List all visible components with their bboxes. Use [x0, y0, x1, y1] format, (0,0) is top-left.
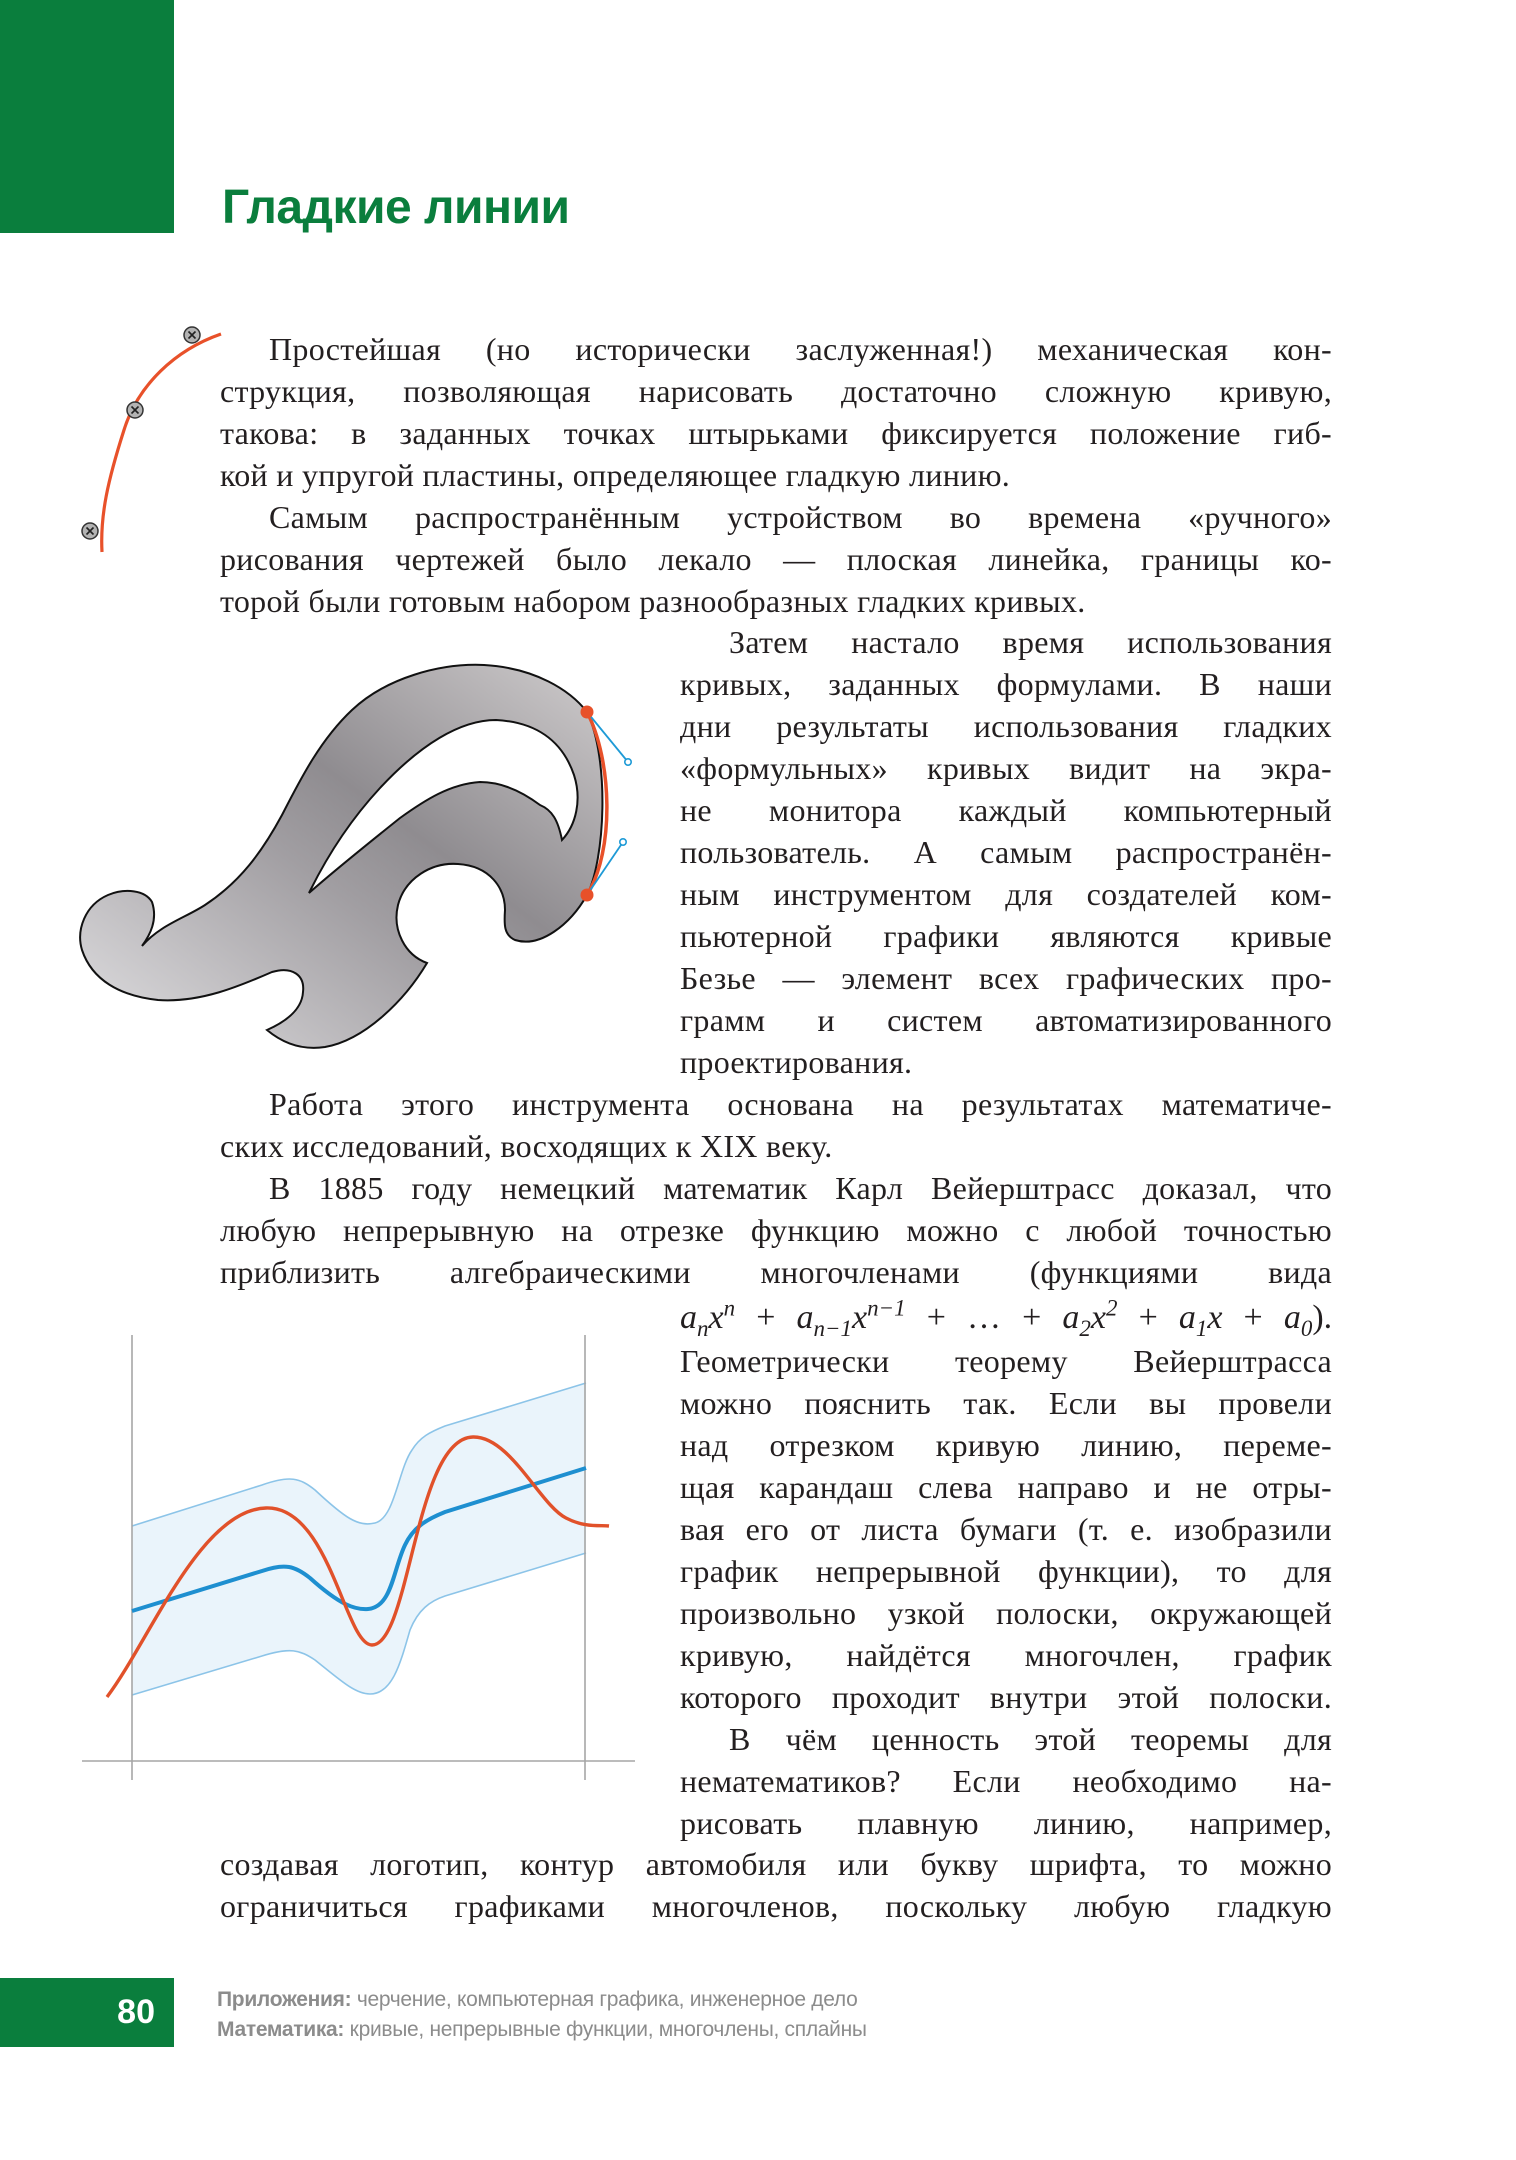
formula-operator: +: [1022, 1299, 1042, 1336]
formula-variable: x: [1207, 1299, 1223, 1336]
formula-coefficient: a: [1178, 1299, 1196, 1336]
formula-coefficient: a: [680, 1299, 697, 1336]
text-line: В 1885 году немецкий математик Карл Вейерштрасс доказал, что: [269, 1170, 1332, 1206]
text-line: пользователь. А самым распространён-: [680, 834, 1332, 870]
text-line: пьютерной графики являются кривые: [680, 918, 1332, 954]
formula-ellipsis: …: [967, 1299, 1001, 1336]
text-line: струкция, позволяющая нарисовать достаточно сложную кривую,: [220, 373, 1332, 409]
page-number: 80: [117, 1993, 155, 2031]
formula-coefficient: a: [1283, 1299, 1301, 1336]
formula-closing: ).: [1312, 1299, 1333, 1336]
formula-subscript: n: [697, 1315, 709, 1341]
text-line: нематематиков? Если необходимо на-: [680, 1763, 1332, 1799]
formula-coefficient: a: [1062, 1299, 1080, 1336]
text-line: такова: в заданных точках штырьками фиксируется положение гиб-: [220, 415, 1332, 451]
text-line: ских исследований, восходящих к XIX веку.: [220, 1128, 833, 1164]
text-line: В чём ценность этой теоремы для: [729, 1721, 1332, 1757]
text-line: произвольно узкой полоски, окружающей: [680, 1595, 1332, 1631]
text-line: кой и упругой пластины, определяющее гладкую линию.: [220, 457, 1011, 493]
handle-point: [620, 839, 626, 845]
pin-icon: [82, 523, 98, 539]
text-line: кривую, найдётся многочлен, график: [680, 1637, 1332, 1673]
polynomial-formula: [680, 1297, 1332, 1339]
spline-pins-figure: [82, 327, 221, 552]
text-line: которого проходит внутри этой полоски.: [680, 1679, 1332, 1715]
text-line: создавая логотип, контур автомобиля или букву шрифта, то можно: [220, 1846, 1332, 1882]
pin-icon: [127, 402, 143, 418]
text-line: рисования чертежей было лекало — плоская линейка, границы ко-: [220, 541, 1332, 577]
formula-operator: +: [1138, 1299, 1158, 1336]
text-line: проектирования.: [680, 1044, 913, 1080]
anchor-point: [581, 706, 594, 719]
formula-operator: +: [926, 1299, 946, 1336]
formula-subscript: 1: [1195, 1315, 1208, 1341]
text-line: Простейшая (но исторически заслуженная!) механическая кон-: [269, 331, 1332, 367]
text-line: Работа этого инструмента основана на результатах математиче-: [269, 1086, 1332, 1122]
formula-variable: x: [852, 1299, 868, 1336]
text-line: ным инструментом для создателей ком-: [680, 876, 1332, 912]
text-line: «формульных» кривых видит на экра-: [680, 750, 1332, 786]
handle-point: [625, 759, 631, 765]
footer-applications-label: Приложения:: [217, 1988, 352, 2011]
text-line: вая его от листа бумаги (т. е. изобразили: [680, 1511, 1332, 1547]
formula-variable: x: [708, 1299, 724, 1336]
text-line: Самым распространённым устройством во времена «ручного»: [269, 499, 1332, 535]
text-line: кривых, заданных формулами. В наши: [680, 666, 1332, 702]
footer-applications-text: черчение, компьютерная графика, инженерное дело: [351, 1988, 858, 2011]
anchor-point: [581, 889, 594, 902]
formula-operator: +: [756, 1299, 776, 1336]
formula-variable: x: [1090, 1299, 1106, 1336]
french-curve: [80, 665, 602, 1048]
text-line: над отрезком кривую линию, переме-: [680, 1427, 1332, 1463]
text-line: Безье — элемент всех графических про-: [680, 960, 1332, 996]
text-line: ограничиться графиками многочленов, поскольку любую гладкую: [220, 1888, 1332, 1924]
formula-exponent: 2: [1105, 1295, 1118, 1321]
formula-subscript: 2: [1079, 1315, 1091, 1341]
footer-mathematics: [217, 2016, 867, 2044]
text-line: Затем настало время использования: [729, 624, 1332, 660]
flexible-spline-curve: [102, 334, 221, 552]
footer-math-text: кривые, непрерывные функции, многочлены, сплайны: [344, 2018, 867, 2041]
text-line: дни результаты использования гладких: [680, 708, 1332, 744]
text-line: любую непрерывную на отрезке функцию можно с любой точностью: [220, 1212, 1332, 1248]
text-line: грамм и систем автоматизированного: [680, 1002, 1332, 1038]
text-line: торой были готовым набором разнообразных гладких кривых.: [220, 583, 1086, 619]
text-line: щая карандаш слева направо и не отры-: [680, 1469, 1332, 1505]
formula-exponent: n: [723, 1295, 736, 1321]
text-line: можно пояснить так. Если вы провели: [680, 1385, 1332, 1421]
formula-subscript: n−1: [813, 1315, 852, 1341]
page-title: Гладкие линии: [222, 181, 570, 234]
footer-math-label: Математика:: [217, 2018, 345, 2041]
french-curve-figure: [80, 665, 631, 1048]
pin-icon: [184, 327, 200, 343]
approximation-figure: [82, 1335, 635, 1780]
text-line: рисовать плавную линию, например,: [680, 1805, 1332, 1841]
text-line: Геометрически теорему Вейерштрасса: [680, 1343, 1332, 1379]
formula-operator: +: [1243, 1299, 1263, 1336]
formula-exponent: n−1: [867, 1295, 906, 1321]
text-line: не монитора каждый компьютерный: [680, 792, 1332, 828]
text-line: приблизить алгебраическими многочленами (функциями вида: [220, 1254, 1332, 1290]
footer-applications: [217, 1986, 857, 2014]
formula-coefficient: a: [796, 1299, 814, 1336]
tolerance-band: [132, 1383, 586, 1695]
formula-subscript: 0: [1300, 1315, 1313, 1341]
text-line: график непрерывной функции), то для: [680, 1553, 1332, 1589]
